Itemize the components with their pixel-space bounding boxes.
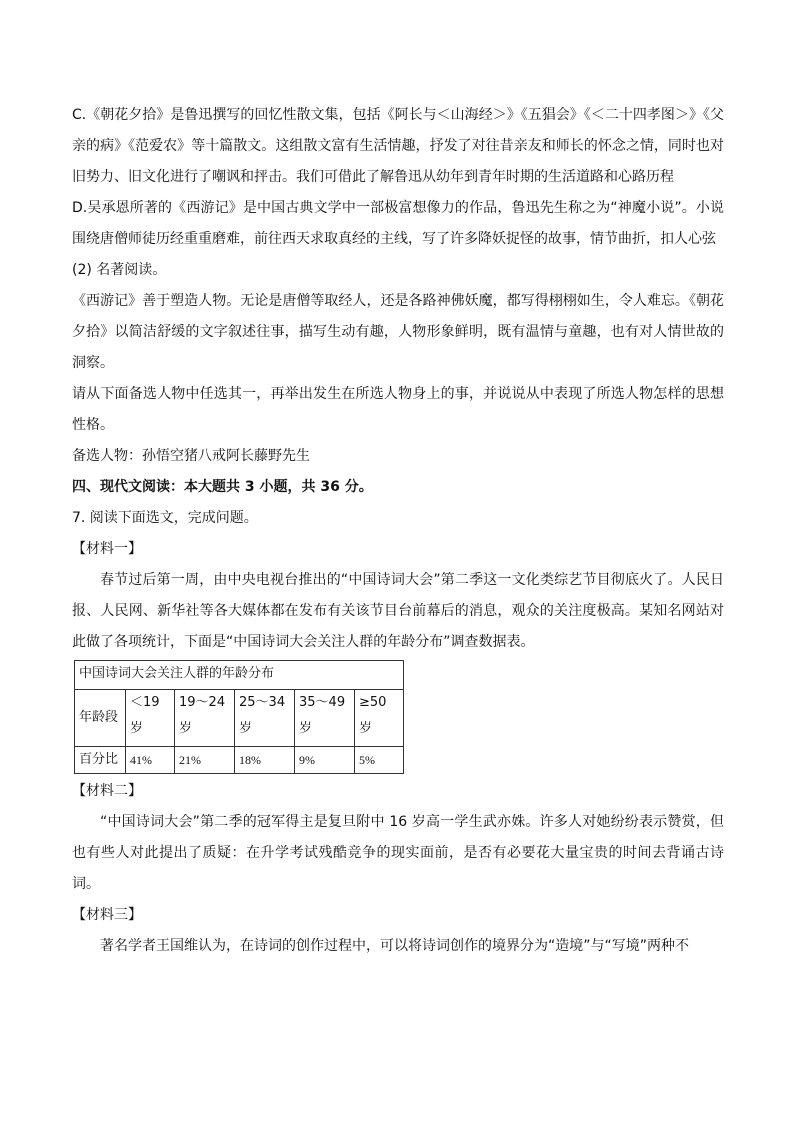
percent-cell: 18% [235,747,295,774]
table-row [75,747,404,774]
material-1-text: 春节过后第一周，由中央电视台推出的“中国诗词大会”第二季这一文化类综艺节目彻底火了。人民日报、人民网、新华社等各大媒体都在发布有关该节目台前幕后的消息，观众的关注度极高。某知名网站对此做了各项统计，下面是“中国诗词大会关注人群的年龄分布”调查数据表。 [72,572,724,650]
question-2-title: (2) 名著阅读。 [72,262,167,278]
material-2-text: “中国诗词大会”第二季的冠军得主是复旦附中 16 岁高一学生武亦姝。许多人对她纷纷表示赞赏，但也有些人对此提出了质疑：在升学考试残酷竞争的现实面前，是否有必要花大量宝贵的时间去背诵古诗词。 [72,814,724,892]
option-d: D.吴承恩所著的《西游记》是中国古典文学中一部极富想像力的作品，鲁迅先生称之为“神魔小说”。小说围绕唐僧师徒历经重重磨难，前往西天求取真经的主线，写了许多降妖捉怪的故事，情节曲折，扣人心弦 [72,200,724,247]
material-3-text: 著名学者王国维认为，在诗词的创作过程中，可以将诗词创作的境界分为“造境”与“写境”两种不 [100,938,690,954]
question-2-candidates: 备选人物：孙悟空猪八戒阿长藤野先生 [72,448,310,464]
option-c: C.《朝花夕拾》是鲁迅撰写的回忆性散文集，包括《阿长与＜山海经＞》《五猖会》《＜二十四孝图＞》《父亲的病》《范爱农》等十篇散文。这组散文富有生活情趣，抒发了对往昔亲友和师长的怀念之情，同时也对旧势力、旧文化进行了嘲讽和抨击。我们可借此了解鲁迅从幼年到青年时期的生活道路和心路历程 [72,107,724,185]
document-page [72,100,724,962]
percent-cell: 5% [355,747,404,774]
percent-row-label: 百分比 [75,747,126,774]
age-distribution-table [74,660,404,774]
percent-cell: 21% [175,747,235,774]
section-4-heading: 四、现代文阅读：本大题共 3 小题，共 36 分。 [72,479,373,495]
age-row-label: 年龄段 [75,690,126,747]
percent-cell: 41% [126,747,175,774]
table-caption-row [75,661,404,690]
table-row [75,690,404,747]
question-7-prompt: 7. 阅读下面选文，完成问题。 [72,510,258,526]
material-3-label: 【材料三】 [72,907,142,923]
material-1-label: 【材料一】 [72,541,142,557]
age-cell: ＜19岁 [126,690,175,747]
material-2-label: 【材料二】 [72,783,142,799]
age-cell: 25～34岁 [235,690,295,747]
question-2-intro: 《西游记》善于塑造人物。无论是唐僧等取经人，还是各路神佛妖魔，都写得栩栩如生，令人难忘。《朝花夕拾》以简洁舒缓的文字叙述往事，描写生动有趣，人物形象鲜明，既有温情与童趣，也有对人情世故的洞察。 [72,293,724,371]
age-cell: 35～49岁 [295,690,355,747]
question-2-task: 请从下面备选人物中任选其一，再举出发生在所选人物身上的事，并说说从中表现了所选人物怎样的思想性格。 [72,386,724,433]
percent-cell: 9% [295,747,355,774]
age-cell: ≥50岁 [355,690,404,747]
age-cell: 19～24岁 [175,690,235,747]
table-caption: 中国诗词大会关注人群的年龄分布 [75,661,404,690]
